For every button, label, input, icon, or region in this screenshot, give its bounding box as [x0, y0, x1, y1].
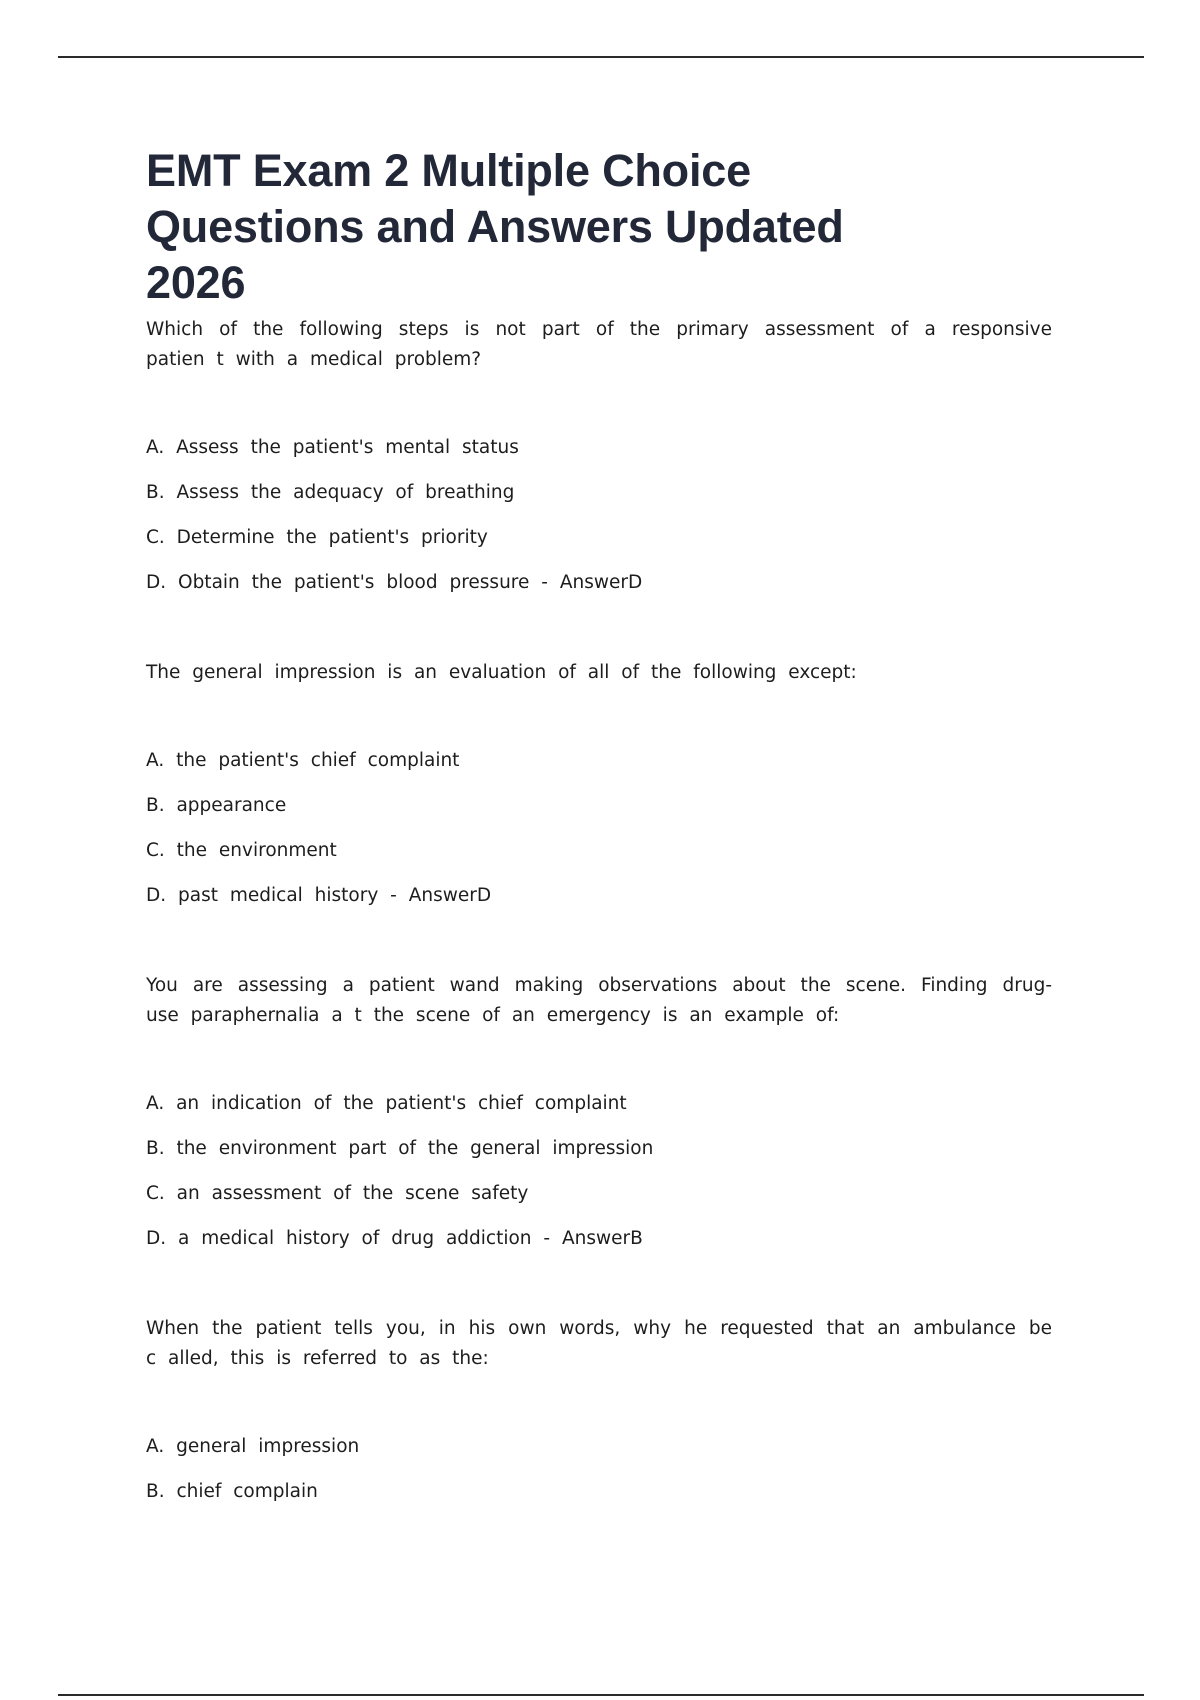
option-b: B. chief complain	[146, 1481, 318, 1502]
document-page	[146, 143, 1052, 1507]
document-title: EMT Exam 2 Multiple Choice Questions and Answers Updated 2026	[146, 145, 844, 308]
option-c: C. an assessment of the scene safety	[146, 1183, 529, 1204]
option-a: A. Assess the patient's mental status	[146, 437, 519, 458]
question-2	[146, 658, 1052, 911]
question-text: The general impression is an evaluation of all of the following except:	[146, 662, 857, 683]
option-d: D. a medical history of drug addiction - AnswerB	[146, 1228, 643, 1249]
answer-options	[146, 1089, 1052, 1254]
option-a: A. the patient's chief complaint	[146, 750, 460, 771]
option-d: D. past medical history - AnswerD	[146, 885, 492, 906]
option-d: D. Obtain the patient's blood pressure - AnswerD	[146, 572, 643, 593]
footer-rule	[58, 1694, 1144, 1696]
answer-options	[146, 433, 1052, 598]
header-rule	[58, 56, 1144, 58]
question-4	[146, 1314, 1052, 1507]
option-a: A. general impression	[146, 1436, 360, 1457]
question-3	[146, 971, 1052, 1254]
question-text: Which of the following steps is not part of the primary assessment of a responsive patien t with a medical problem?	[146, 319, 1052, 370]
question-text: You are assessing a patient wand making observations about the scene. Finding drug- use paraphernalia a t the scene of an emergency is an example of:	[146, 975, 1052, 1026]
question-1	[146, 315, 1052, 598]
option-b: B. appearance	[146, 795, 287, 816]
question-text: When the patient tells you, in his own words, why he requested that an ambulance be c alled, this is referred to as the:	[146, 1318, 1052, 1369]
option-c: C. Determine the patient's priority	[146, 527, 488, 548]
option-b: B. the environment part of the general impression	[146, 1138, 654, 1159]
option-a: A. an indication of the patient's chief complaint	[146, 1093, 627, 1114]
answer-options	[146, 746, 1052, 911]
option-b: B. Assess the adequacy of breathing	[146, 482, 515, 503]
option-c: C. the environment	[146, 840, 337, 861]
answer-options	[146, 1432, 1052, 1507]
